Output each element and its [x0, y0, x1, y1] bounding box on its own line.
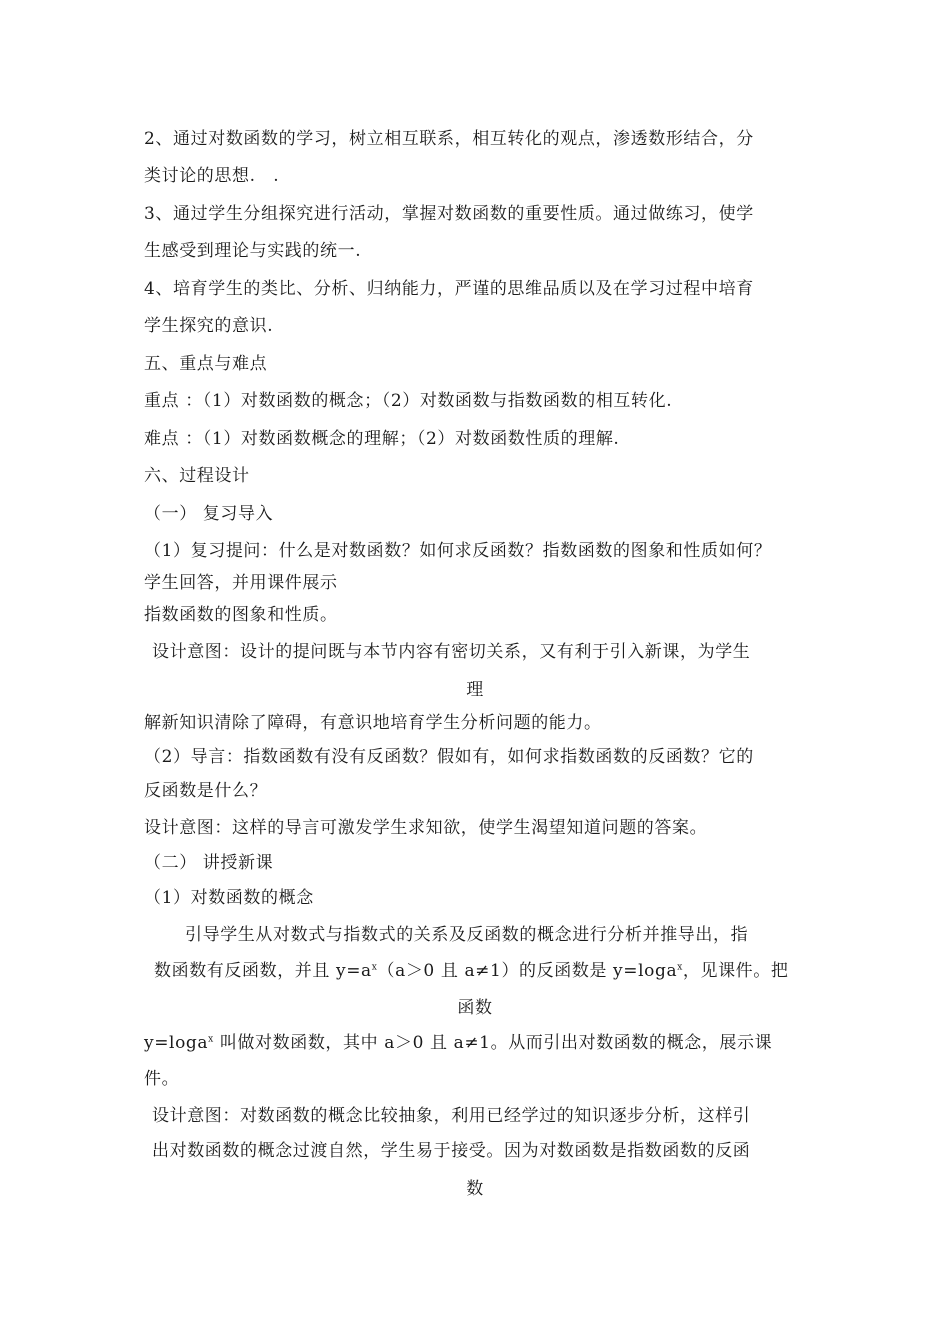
subsection-heading: （二） 讲授新课 [144, 853, 274, 873]
superscript: x [371, 962, 378, 973]
text-line: 设计意图：这样的导言可激发学生求知欲，使学生渴望知道问题的答案。 [144, 818, 708, 838]
subsection-heading: （1）对数函数的概念 [144, 888, 314, 908]
text-line: 函数 [457, 998, 493, 1018]
text-line [144, 1032, 772, 1054]
text-line: 2、通过对数函数的学习，树立相互联系，相互转化的观点，渗透数形结合，分 [144, 129, 754, 149]
superscript: x [677, 962, 683, 973]
text-line: 4、培育学生的类比、分析、归纳能力，严谨的思维品质以及在学习过程中培育 [144, 279, 754, 299]
text-line: 反函数是什么？ [144, 781, 268, 801]
section-heading: 五、重点与难点 [144, 354, 268, 374]
text-line: 数 [466, 1179, 484, 1199]
text-line: 解新知识清除了障碍，有意识地培育学生分析问题的能力。 [144, 713, 602, 733]
text-line: 3、通过学生分组探究进行活动，掌握对数函数的重要性质。通过做练习，使学 [144, 204, 754, 224]
subsection-heading: （一） 复习导入 [144, 504, 274, 524]
text-line [154, 960, 788, 982]
section-heading: 六、过程设计 [144, 466, 250, 486]
text-run: y=loga [144, 1033, 209, 1053]
text-run: 叫做对数函数，其中 a＞0 且 a≠1。从而引出对数函数的概念，展示课 [213, 1033, 773, 1053]
text-line: 出对数函数的概念过渡自然，学生易于接受。因为对数函数是指数函数的反函 [152, 1141, 751, 1161]
text-run: ，见课件。把 [682, 961, 789, 981]
text-line: 重点 ：（1）对数函数的概念；（2）对数函数与指数函数的相互转化. [144, 391, 673, 411]
text-line: 学生回答，并用课件展示 [144, 573, 338, 593]
text-line: 学生探究的意识. [144, 316, 274, 336]
text-line: 设计意图：设计的提问既与本节内容有密切关系，又有利于引入新课，为学生 [152, 642, 751, 662]
text-run: 数函数有反函数，并且 y=a [154, 961, 372, 981]
superscript: x [208, 1034, 214, 1045]
text-line: 指数函数的图象和性质。 [144, 605, 338, 625]
text-run: （a＞0 且 a≠1）的反函数是 y=loga [377, 961, 678, 981]
text-line: 难点 ：（1）对数函数概念的理解；（2）对数函数性质的理解. [144, 429, 620, 449]
text-line: 引导学生从对数式与指数式的关系及反函数的概念进行分析并推导出，指 [185, 925, 749, 945]
text-line: （2）导言：指数函数有没有反函数？假如有，如何求指数函数的反函数？它的 [144, 747, 754, 767]
text-line: 理 [466, 680, 484, 700]
text-line: 类讨论的思想. . [144, 166, 280, 186]
text-line: 生感受到理论与实践的统一. [144, 241, 362, 261]
text-line: 设计意图：对数函数的概念比较抽象，利用已经学过的知识逐步分析，这样引 [152, 1106, 751, 1126]
text-line: （1）复习提问：什么是对数函数？如何求反函数？指数函数的图象和性质如何？ [144, 541, 772, 561]
text-line: 件。 [144, 1069, 180, 1089]
